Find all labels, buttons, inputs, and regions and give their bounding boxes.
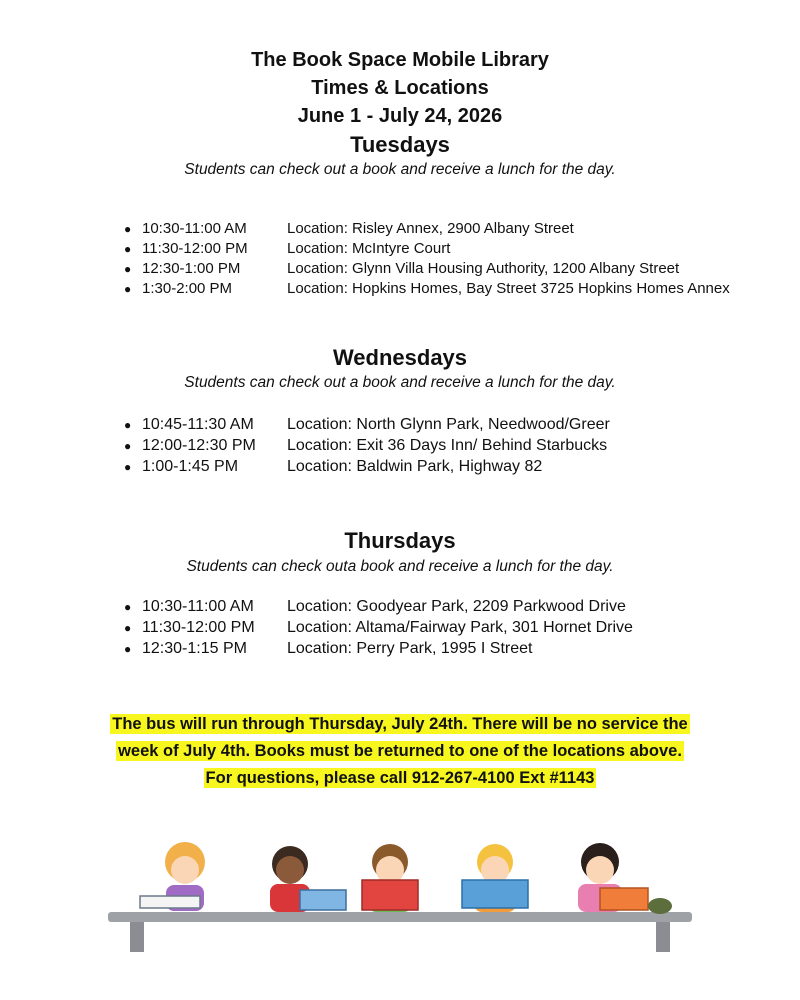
stop-time: 10:30-11:00 AM xyxy=(142,598,254,615)
stop-time: 11:30-12:00 PM xyxy=(142,240,248,257)
list-item xyxy=(124,260,730,280)
stop-location: Location: McIntyre Court xyxy=(287,240,451,257)
bullet-icon: ● xyxy=(124,262,132,276)
schedule-list-tuesdays xyxy=(124,220,730,300)
list-item xyxy=(124,416,610,437)
bullet-icon: ● xyxy=(124,642,132,656)
stop-location: Location: Glynn Villa Housing Authority, 1200 Albany Street xyxy=(287,260,680,277)
notice-line-1: The bus will run through Thursday, July 24th. There will be no service the xyxy=(112,715,688,733)
child-5-icon xyxy=(578,843,672,914)
document-header xyxy=(0,46,800,130)
schedule-list-thursdays xyxy=(124,598,633,661)
bullet-icon: ● xyxy=(124,282,132,296)
document-subtitle: Times & Locations xyxy=(311,77,489,99)
day-heading-tuesdays: Tuesdays xyxy=(350,132,450,157)
bullet-icon: ● xyxy=(124,460,132,474)
stop-time: 1:00-1:45 PM xyxy=(142,458,239,475)
stop-location: Location: Exit 36 Days Inn/ Behind Starbucks xyxy=(287,437,608,454)
child-3-icon xyxy=(362,844,418,912)
children-reading-illustration xyxy=(100,840,700,960)
list-item xyxy=(124,437,610,458)
stop-location: Location: Perry Park, 1995 I Street xyxy=(287,640,533,657)
list-item xyxy=(124,458,610,479)
child-1-icon xyxy=(140,842,205,911)
bullet-icon: ● xyxy=(124,439,132,453)
stop-time: 10:30-11:00 AM xyxy=(142,220,247,237)
stop-location: Location: North Glynn Park, Needwood/Greer xyxy=(287,416,610,433)
stop-location: Location: Risley Annex, 2900 Albany Street xyxy=(287,220,574,237)
child-4-icon xyxy=(462,844,528,912)
stop-time: 11:30-12:00 PM xyxy=(142,619,255,636)
bullet-icon: ● xyxy=(124,621,132,635)
bullet-icon: ● xyxy=(124,222,132,236)
stop-time: 10:45-11:30 AM xyxy=(142,416,254,433)
bench-icon xyxy=(108,912,692,922)
list-item xyxy=(124,220,730,240)
schedule-list-wednesdays xyxy=(124,416,610,479)
bullet-icon: ● xyxy=(124,418,132,432)
list-item xyxy=(124,640,633,661)
notice-phone-line: For questions, please call 912-267-4100 Ext #1143 xyxy=(205,769,595,787)
day-note-tuesdays: Students can check out a book and receive a lunch for the day. xyxy=(184,161,616,178)
notice-line-2: week of July 4th. Books must be returned to one of the locations above. xyxy=(118,742,682,760)
child-2-icon xyxy=(270,846,346,912)
stop-location: Location: Baldwin Park, Highway 82 xyxy=(287,458,543,475)
day-note-wednesdays: Students can check out a book and receive a lunch for the day. xyxy=(184,374,616,391)
bullet-icon: ● xyxy=(124,242,132,256)
list-item xyxy=(124,280,730,300)
stop-time: 12:00-12:30 PM xyxy=(142,437,256,454)
date-range: June 1 - July 24, 2026 xyxy=(297,105,503,127)
list-item xyxy=(124,619,633,640)
stop-time: 12:30-1:15 PM xyxy=(142,640,247,657)
day-heading-thursdays: Thursdays xyxy=(344,528,456,553)
stop-time: 12:30-1:00 PM xyxy=(142,260,241,277)
stop-location: Location: Hopkins Homes, Bay Street 3725 Hopkins Homes Annex xyxy=(287,280,730,297)
stop-location: Location: Altama/Fairway Park, 301 Hornet Drive xyxy=(287,619,633,636)
bullet-icon: ● xyxy=(124,600,132,614)
day-heading-wednesdays: Wednesdays xyxy=(332,345,468,370)
stop-location: Location: Goodyear Park, 2209 Parkwood Drive xyxy=(287,598,626,615)
day-note-thursdays: Students can check outa book and receive a lunch for the day. xyxy=(186,558,614,575)
service-notice xyxy=(0,711,800,792)
list-item xyxy=(124,598,633,619)
document-title: The Book Space Mobile Library xyxy=(251,49,549,71)
list-item xyxy=(124,240,730,260)
stop-time: 1:30-2:00 PM xyxy=(142,280,233,297)
